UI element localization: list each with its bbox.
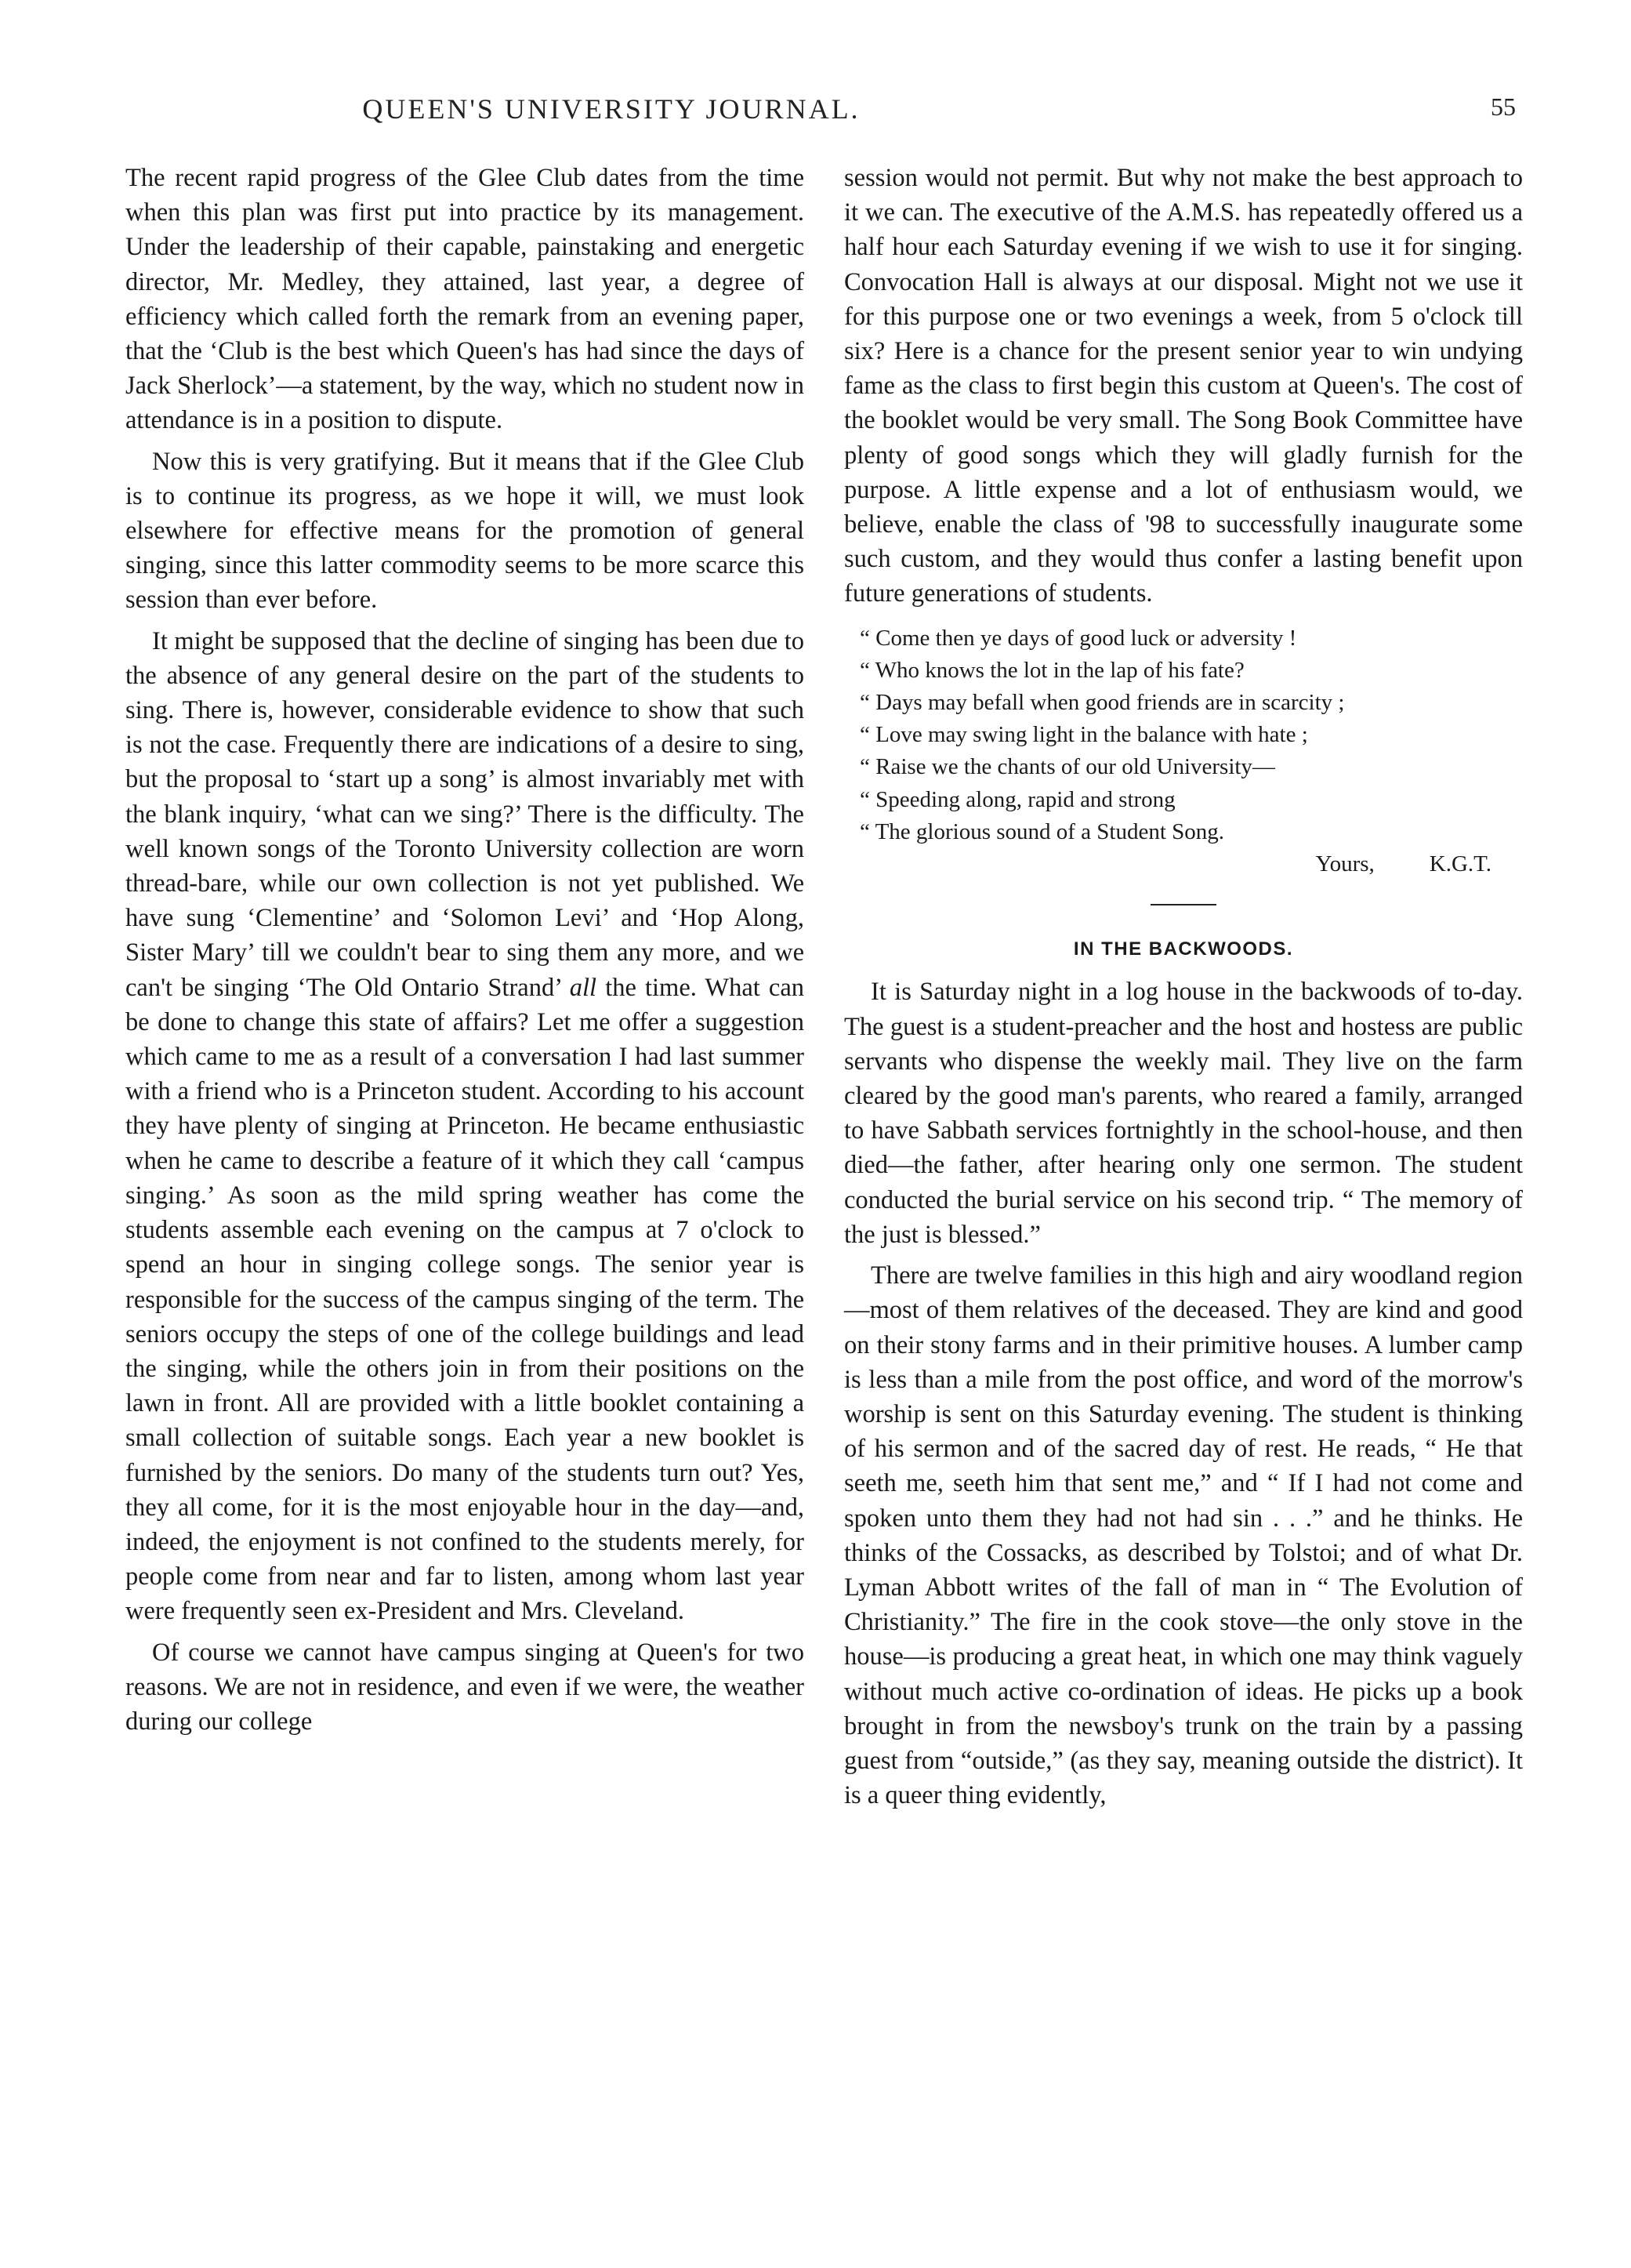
paragraph <box>125 624 804 1629</box>
page-number: 55 <box>1491 93 1516 121</box>
paragraph-text: the time. What can be done to change this state of affairs? Let me offer a suggestion which came to me as a result of a conversation I had last summer with a friend who is a Princeton student. According to his account they have plenty of singing at Princeton. He became enthusiastic when he came to describe a feature of it which they call ‘campus singing.’ As soon as the mild spring weather has come the students assemble each evening on the campus at 7 o'clock to spend an hour in singing college songs. The senior year is responsible for the success of the campus singing of the term. The seniors occupy the steps of one of the college buildings and lead the singing, while the others join in from their positions on the lawn in front. All are provided with a little booklet containing a small collection of suitable songs. Each year a new booklet is furnished by the seniors. Do many of the students turn out? Yes, they all come, for it is the most enjoyable hour in the day—and, indeed, the enjoyment is not confined to the students merely, for people come from near and far to listen, among whom last year were frequently seen ex-President and Mrs. Cleveland. <box>125 973 804 1626</box>
poem-line: “ The glorious sound of a Student Song. <box>860 818 1225 844</box>
running-title: QUEEN'S UNIVERSITY JOURNAL. <box>362 93 861 125</box>
paragraph: The recent rapid progress of the Glee Club dates from the time when this plan was first put into practice by its management. Under the leadership of their capable, painstaking and energetic director, Mr. Medley, they attained, last year, a degree of efficiency which called forth the remark from an evening paper, that the ‘Club is the best which Queen's has had since the days of Jack Sherlock’—a statement, by the way, which no student now in attendance is in a position to dispute. <box>125 164 804 435</box>
paragraph: It is Saturday night in a log house in the backwoods of to-day. The guest is a student-preacher and the host and hostess are public servants who dispense the weekly mail. They live on the farm cleared by the good man's parents, who reared a family, arranged to have Sabbath services fortnightly in the school-house, and then died—the father, after hearing only one sermon. The student conducted the burial service on his second trip. “ The memory of the just is blessed.” <box>844 978 1523 1249</box>
paragraph: Now this is very gratifying. But it means that if the Glee Club is to continue its progress, as we hope it will, we must look elsewhere for effective means for the promotion of general singing, since this latter commodity seems to be more scarce this session than ever before. <box>125 447 804 615</box>
poem-line: “ Who knows the lot in the lap of his fate? <box>860 657 1245 683</box>
poem-line: “ Days may befall when good friends are in scarcity ; <box>860 690 1345 716</box>
paragraph: Of course we cannot have campus singing at Queen's for two reasons. We are not in residence, and even if we were, the weather during our college <box>125 1638 804 1736</box>
paragraph: session would not permit. But why not make the best approach to it we can. The executive of the A.M.S. has repeatedly offered us a half hour each Saturday evening if we wish to use it for singing. Convocation Hall is always at our disposal. Might not we use it for this purpose one or two evenings a week, from 5 o'clock till six? Here is a chance for the present senior year to win undying fame as the class to first begin this custom at Queen's. The cost of the booklet would be very small. The Song Book Committee have plenty of good songs which they will gladly furnish for the purpose. A little expense and a lot of enthusiasm would, we believe, enable the class of '98 to successfully inaugurate some such custom, and they would thus confer a lasting benefit upon future generations of students. <box>844 164 1523 608</box>
page-header <box>0 93 1631 147</box>
sign-off: Yours, <box>1315 851 1375 877</box>
poem-line: “ Love may swing light in the balance with hate ; <box>860 722 1308 748</box>
section-title: IN THE BACKWOODS. <box>1073 938 1294 960</box>
left-column <box>125 161 804 1739</box>
author-initials: K.G.T. <box>1429 851 1491 877</box>
paragraph-text: It might be supposed that the decline of singing has been due to the absence of any general desire on the part of the students to sing. There is, however, considerable evidence to show that such is not the case. Frequently there are indications of a desire to sing, but the proposal to ‘start up a song’ is almost invariably met with the blank inquiry, ‘what can we sing?’ There is the difficulty. The well known songs of the Toronto University collection are worn thread-bare, while our own collection is not yet published. We have sung ‘Clementine’ and ‘Solomon Levi’ and ‘Hop Along, Sister Mary’ till we couldn't bear to sing them any more, and we can't be singing ‘The Old Ontario Strand’ <box>125 626 804 1002</box>
section-divider <box>1151 904 1216 905</box>
signature <box>844 848 1523 880</box>
poem-line: “ Speeding along, rapid and strong <box>860 786 1176 812</box>
poem-line: “ Come then ye days of good luck or adversity ! <box>860 625 1297 651</box>
poem-line: “ Raise we the chants of our old University— <box>860 754 1275 780</box>
right-column <box>844 161 1523 1813</box>
poem <box>860 622 1523 848</box>
emphasis-text: all <box>569 973 597 1002</box>
paragraph: There are twelve families in this high and airy woodland region—most of them relatives of the deceased. They are kind and good on their stony farms and in their primitive houses. A lumber camp is less than a mile from the post office, and word of the morrow's worship is sent on this Saturday evening. The student is thinking of his sermon and of the sacred day of rest. He reads, “ He that seeth me, seeth him that sent me,” and “ If I had not come and spoken unto them they had not had sin . . .” and he thinks. He thinks of the Cossacks, as described by Tolstoi; and of what Dr. Lyman Abbott writes of the fall of man in “ The Evolution of Christianity.” The fire in the cook stove—the only stove in the house—is producing a great heat, in which one may think vaguely without much active co-ordination of ideas. He picks up a book brought in from the newsboy's trunk on the train by a passing guest from “outside,” (as they say, meaning outside the district). It is a queer thing evidently, <box>844 1261 1523 1810</box>
